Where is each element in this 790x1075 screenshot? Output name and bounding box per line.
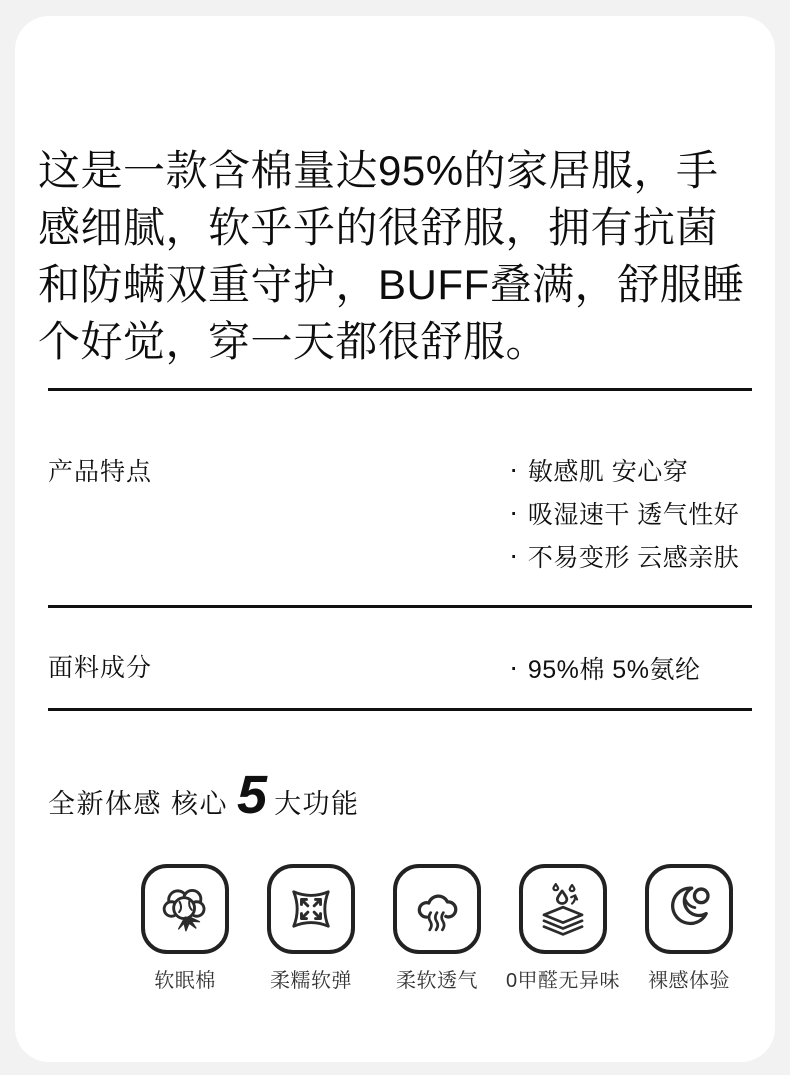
intro-paragraph: 这是一款含棉量达95%的家居服，手感细腻，软乎乎的很舒服，拥有抗菌和防螨双重守护，BUFF叠满，舒服睡个好觉，穿一天都很舒服。 xyxy=(38,147,745,365)
features-heading-number: 5 xyxy=(237,765,268,825)
list-item xyxy=(509,448,739,491)
feature-item-no-formaldehyde xyxy=(501,864,625,993)
divider-top xyxy=(48,388,752,391)
features-heading xyxy=(48,765,360,825)
bullet-dot: · xyxy=(509,452,519,484)
bullet-dot: · xyxy=(509,538,519,570)
section-label-fabric-composition: 面料成分 xyxy=(48,654,153,682)
list-item xyxy=(509,534,739,577)
feature-item-soft-cotton xyxy=(123,864,247,993)
feature-item-breathable xyxy=(375,864,499,993)
feature-bullet-text: 敏感肌 安心穿 xyxy=(527,457,689,486)
layers-droplets-icon xyxy=(519,864,607,954)
divider-bottom xyxy=(48,708,752,711)
feature-item-soft-stretch xyxy=(249,864,373,993)
feature-label: 0甲醛无异味 xyxy=(505,970,621,992)
feature-bullet-text: 不易变形 云感亲肤 xyxy=(527,543,740,572)
fabric-bullet-text: 95%棉 5%氨纶 xyxy=(527,655,701,684)
fabric-composition-list xyxy=(509,646,700,689)
feature-item-bare-feel xyxy=(627,864,751,993)
section-label-product-features: 产品特点 xyxy=(48,458,153,486)
features-heading-prefix: 全新体感 核心 xyxy=(48,789,229,819)
cotton-icon xyxy=(141,864,229,954)
bullet-dot: · xyxy=(509,650,519,682)
feature-label: 柔软透气 xyxy=(396,970,478,992)
features-icon-row xyxy=(123,864,751,993)
product-description-card xyxy=(15,16,775,1062)
stretch-arrows-icon xyxy=(267,864,355,954)
list-item xyxy=(509,646,700,689)
breathable-cloud-icon xyxy=(393,864,481,954)
moon-icon xyxy=(645,864,733,954)
feature-bullet-text: 吸湿速干 透气性好 xyxy=(527,500,740,529)
product-features-list xyxy=(509,448,739,577)
feature-label: 裸感体验 xyxy=(648,970,730,992)
bullet-dot: · xyxy=(509,495,519,527)
feature-label: 柔糯软弹 xyxy=(270,970,352,992)
feature-label: 软眠棉 xyxy=(154,970,216,992)
list-item xyxy=(509,491,739,534)
divider-middle xyxy=(48,605,752,608)
features-heading-suffix: 大功能 xyxy=(274,789,360,819)
